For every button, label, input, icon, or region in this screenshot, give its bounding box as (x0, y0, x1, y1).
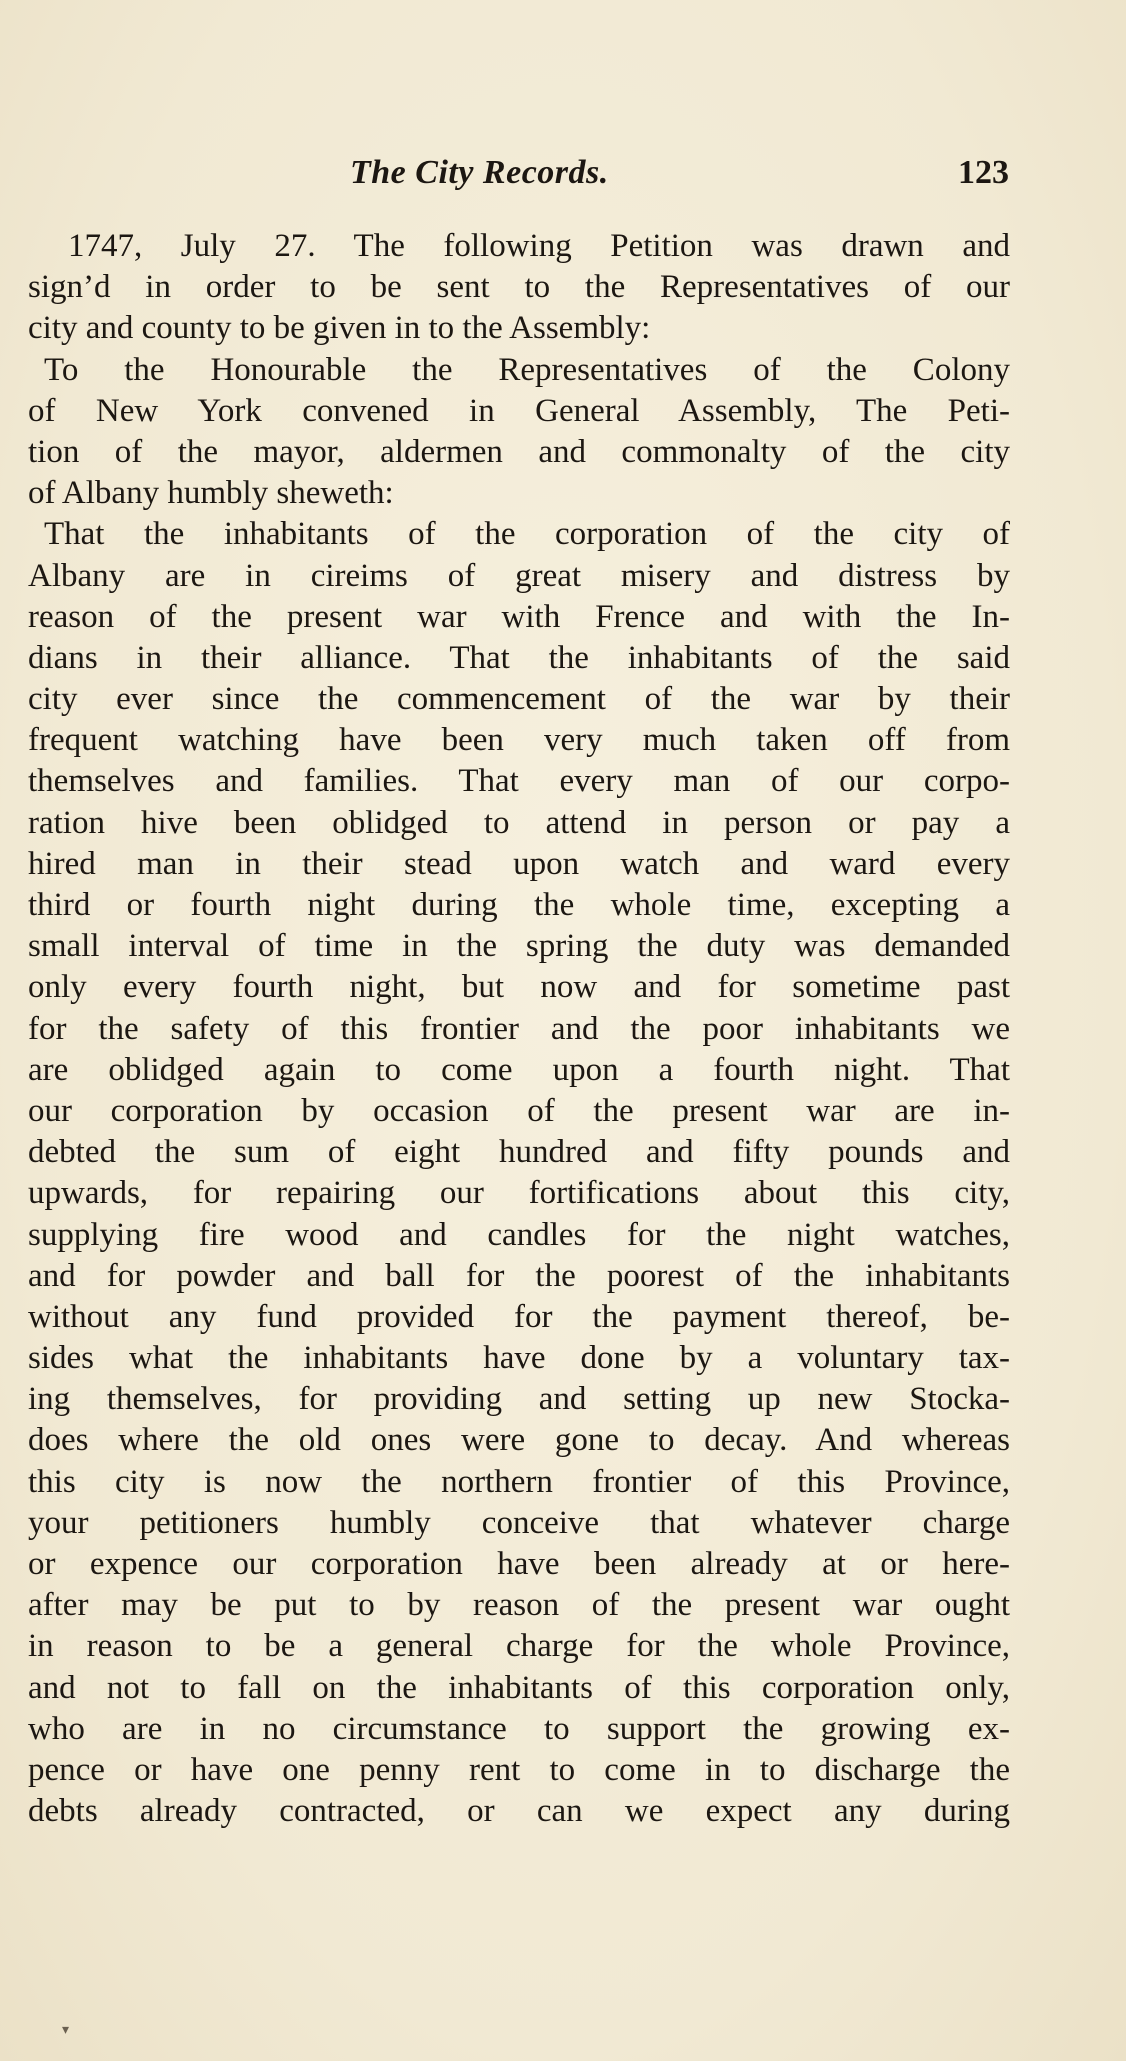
running-title: The City Records. (350, 154, 609, 191)
text-line: ration hive been oblidged to attend in person or pay a (28, 804, 1010, 841)
text-line: themselves and families. That every man of our corpo- (28, 763, 1010, 800)
text-line: small interval of time in the spring the duty was demanded (28, 928, 1010, 965)
text-line: of New York convened in General Assembly, The Peti- (28, 392, 1010, 429)
text-line: hired man in their stead upon watch and ward every (28, 845, 1010, 882)
text-line: debts already contracted, or can we expect any during (28, 1793, 1010, 1830)
text-line: dians in their alliance. That the inhabitants of the said (28, 639, 1010, 676)
text-line: of Albany humbly sheweth: (28, 475, 394, 512)
text-line: without any fund provided for the payment thereof, be- (28, 1298, 1010, 1335)
text-line: reason of the present war with Frence and with the In- (28, 598, 1010, 635)
text-line: tion of the mayor, aldermen and commonalty of the city (28, 433, 1010, 470)
text-line: ing themselves, for providing and setting up new Stocka- (28, 1381, 1010, 1418)
text-line: in reason to be a general charge for the whole Province, (28, 1628, 1010, 1665)
text-line: and not to fall on the inhabitants of this corporation only, (28, 1669, 1010, 1706)
text-line: Albany are in cireims of great misery and distress by (28, 557, 1010, 594)
text-line: or expence our corporation have been already at or here- (28, 1546, 1010, 1582)
text-line: city and county to be given in to the Assembly: (28, 310, 651, 347)
text-line: pence or have one penny rent to come in to discharge the (28, 1751, 1010, 1788)
text-line: frequent watching have been very much taken off from (28, 722, 1010, 759)
paper-speck: ▾ (62, 2023, 70, 2038)
text-line: supplying fire wood and candles for the night watches, (28, 1216, 1010, 1253)
text-line: after may be put to by reason of the present war ought (28, 1587, 1010, 1624)
text-line: 1747, July 27. The following Petition was drawn and (68, 228, 1010, 264)
body-text (28, 226, 1010, 1832)
text-line: sign’d in order to be sent to the Representatives of our (28, 269, 1010, 306)
page-header (0, 150, 1126, 200)
text-line: your petitioners humbly conceive that whatever charge (28, 1504, 1010, 1541)
text-line: To the Honourable the Representatives of the Colony (44, 351, 1010, 388)
text-line: third or fourth night during the whole time, excepting a (28, 887, 1010, 923)
page-number: 123 (958, 154, 1009, 191)
text-line: are oblidged again to come upon a fourth night. That (28, 1051, 1010, 1088)
text-line: for the safety of this frontier and the poor inhabitants we (28, 1010, 1010, 1047)
text-line: who are in no circumstance to support the growing ex- (28, 1710, 1010, 1747)
text-line: upwards, for repairing our fortifications about this city, (28, 1175, 1010, 1212)
text-line: sides what the inhabitants have done by a voluntary tax- (28, 1340, 1010, 1377)
text-line: That the inhabitants of the corporation of the city of (44, 516, 1010, 553)
text-line: only every fourth night, but now and for sometime past (28, 969, 1010, 1006)
text-line: debted the sum of eight hundred and fifty pounds and (28, 1134, 1010, 1171)
text-line: and for powder and ball for the poorest of the inhabitants (28, 1257, 1010, 1294)
text-line: does where the old ones were gone to decay. And whereas (28, 1422, 1010, 1459)
text-line: this city is now the northern frontier of this Province, (28, 1463, 1010, 1500)
text-line: our corporation by occasion of the present war are in- (28, 1092, 1010, 1129)
text-line: city ever since the commencement of the war by their (28, 681, 1010, 718)
